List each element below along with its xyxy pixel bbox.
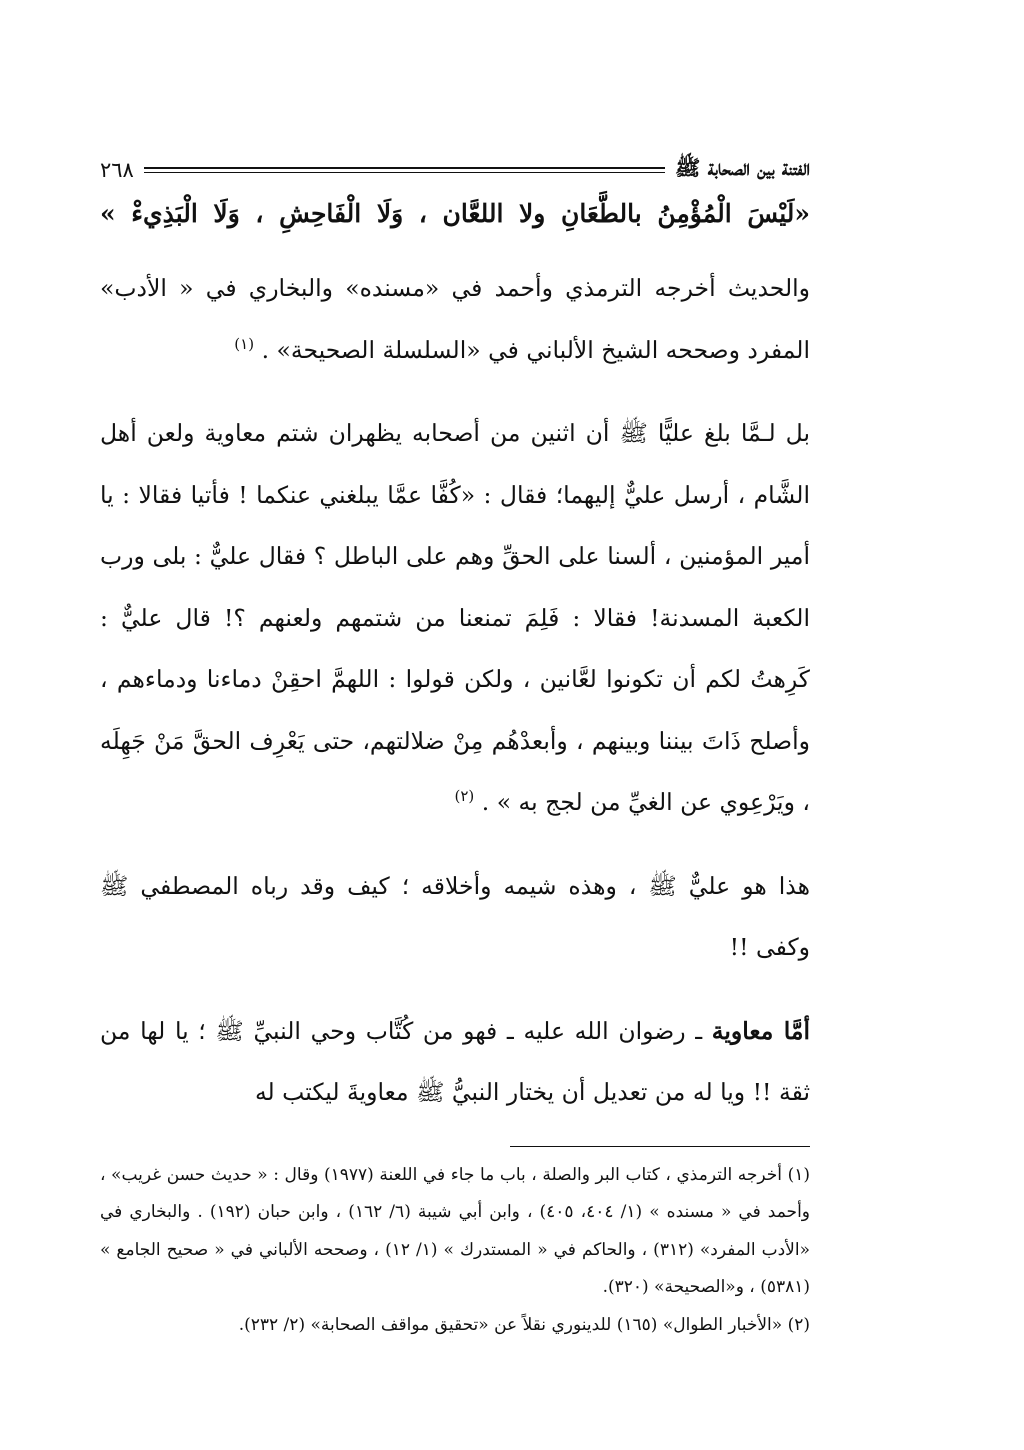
footnote-ref-1: (١) <box>234 334 255 353</box>
paragraph-muawiya <box>100 1001 810 1124</box>
paragraph-ali-character <box>100 856 810 979</box>
page-number: ٢٦٨ <box>100 158 134 182</box>
header-title: الفتنة بين الصحابة ﷺ <box>675 154 810 180</box>
hadith-quote: «لَيْسَ الْمُؤْمِنُ بالطَّعَانِ ولا اللعَّان ، وَلَا الْفَاحِشِ ، وَلَا الْبَذِيءْ » <box>100 199 810 228</box>
header-rule <box>144 167 665 173</box>
paragraph-takhrij <box>100 258 810 381</box>
paragraph-text: ـ رضوان الله عليه ـ فهو من كُتَّاب وحي النبيِّ ﷺ ؛ يا لها من ثقة !! ويا له من تعديل أن يختار النبيُّ ﷺ معاويةَ ليكتب له <box>100 1016 810 1106</box>
footnote-separator <box>510 1146 810 1147</box>
paragraph-lead: أمَّا معاوية <box>711 1016 810 1045</box>
footnote-1: (١) أخرجه الترمذي ، كتاب البر والصلة ، باب ما جاء في اللعنة (١٩٧٧) وقال : « حديث حسن غريب» ، وأحمد في « مسنده » (١/ ٤٠٤، ٤٠٥) ، وابن أبي شيبة (٦/ ١٦٢) ، وابن حبان (١٩٢) . والبخاري في «الأدب المفرد» (٣١٢) ، والحاكم في « المستدرك » (١/ ١٢) ، وصححه الألباني في « صحيح الجامع » (٥٣٨١) ، و«الصحيحة» (٣٢٠). <box>100 1164 810 1297</box>
paragraph-ali-story <box>100 403 810 834</box>
footnotes <box>100 1157 810 1345</box>
paragraph-text: هذا هو عليٌّ ﷺ ، وهذه شيمه وأخلاقه ؛ كيف وقد رباه المصطفي ﷺ وكفى !! <box>100 871 810 961</box>
book-page <box>100 150 810 1344</box>
paragraph-text: والحديث أخرجه الترمذي وأحمد في «مسنده» والبخاري في « الأدب» المفرد وصححه الشيخ الألباني في «السلسلة الصحيحة» . <box>100 274 810 364</box>
running-header <box>100 150 810 190</box>
paragraph-text: بل لـمَّا بلغ عليًّا ﷺ أن اثنين من أصحابه يظهران شتم معاوية ولعن أهل الشَّام ، أرسل عليٌّ إليهما؛ فقال : «كُفَّا عمَّا يبلغني عنكما ! فأتيا فقالا : يا أمير المؤمنين ، ألسنا على الحقِّ وهم على الباطل ؟ فقال عليٌّ : بلى ورب الكعبة المسدنة! فقالا : فَلِمَ تمنعنا من شتمهم ولعنهم ؟! قال عليٌّ : كَرِهتُ لكم أن تكونوا لعَّانين ، ولكن قولوا : اللهمَّ احقِنْ دماءنا ودماءهم ، وأصلح ذَاتَ بيننا وبينهم ، وأبعدْهُم مِنْ ضلالتهم، حتى يَعْرِف الحقَّ مَنْ جَهِلَه ، ويَرْعِوي عن الغيِّ من لجج به » . <box>100 419 810 816</box>
footnote-2: (٢) «الأخبار الطوال» (١٦٥) للدينوري نقلاً عن «تحقيق مواقف الصحابة» (٢/ ٢٣٢). <box>238 1314 810 1335</box>
footnote-ref-2: (٢) <box>454 787 475 806</box>
